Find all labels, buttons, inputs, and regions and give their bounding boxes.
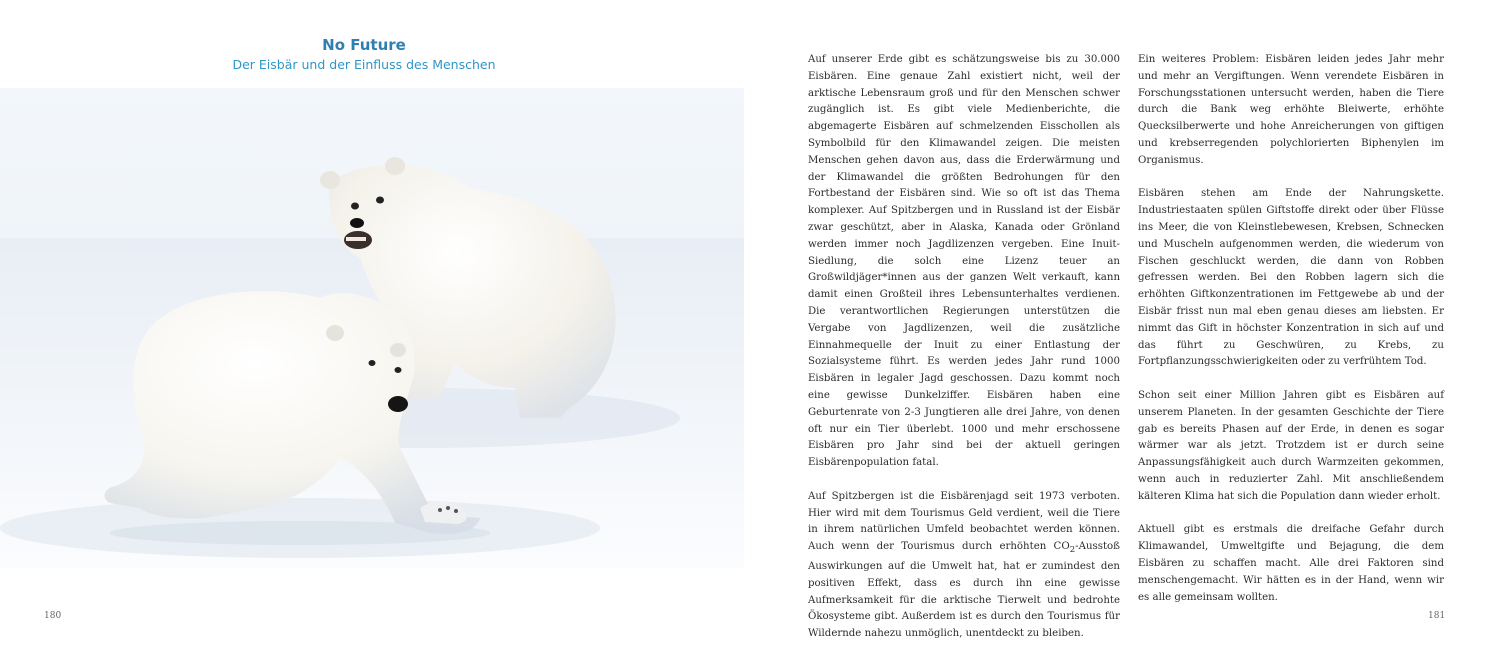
paragraph: Aktuell gibt es erstmals die dreifache Gefahr durch Klimawandel, Umweltgifte und Bejagung, die dem Eisbären zu schaffen macht. Alle drei Faktoren sind menschengemacht. Wir hätten es in der Hand, wenn wir es alle gemeinsam wollten. bbox=[1138, 524, 1444, 603]
paragraph bbox=[808, 489, 1120, 643]
chapter-subtitle: Der Eisbär und der Einfluss des Menschen bbox=[232, 57, 496, 72]
paragraph: Auf unserer Erde gibt es schätzungsweise bis zu 30.000 Eisbären. Eine genaue Zahl existiert nicht, weil der arktische Lebensraum groß und für den Menschen schwer zugänglich ist. Es gibt viele Medienberichte, die abgemagerte Eisbären auf schmelzenden Eisschollen als Symbolbild für den Klimawandel zeigen. Die meisten Menschen gehen davon aus, dass die Erderwärmung und der Klimawandel die größten Bedrohungen für den Fortbestand der Eisbären sind. Wie so oft ist das Thema komplexer. Auf Spitzbergen und in Russland ist der Eisbär zwar geschützt, aber in Alaska, Kanada oder Grönland werden immer noch Jagdlizenzen vergeben. Eine Inuit-Siedlung, die solch eine Lizenz teuer an Großwildjäger*innen aus der ganzen Welt verkauft, kann damit einen Großteil ihres Lebensunterhaltes verdienen. Die verantwortlichen Regierungen unterstützen die Vergabe von Jagdlizenzen, weil die zusätzliche Einnahmequelle der Inuit zu einer Entlastung der Sozialsysteme führt. Es werden jedes Jahr rund 1000 Eisbären in legaler Jagd geschossen. Dazu kommt noch eine gewisse Dunkelziffer. Eisbären haben eine Geburtenrate von 2-3 Jungtieren alle drei Jahre, von denen oft nur ein Tier überlebt. 1000 und mehr erschossene Eisbären pro Jahr sind bei der aktuell geringen Eisbärenpopulation fatal. bbox=[808, 54, 1120, 469]
chapter-title: No Future bbox=[322, 36, 406, 54]
page-number-left: 180 bbox=[44, 611, 62, 621]
polar-bear-photo bbox=[0, 88, 744, 568]
chapter-heading bbox=[0, 36, 728, 74]
paragraph-text: Auf Spitzbergen ist die Eisbärenjagd seit 1973 verboten. Hier wird mit dem Tourismus Geld verdient, weil die Tiere in ihrem natürlichen Umfeld beobachtet werden können. Auch wenn der Tourismus durch erhöhten CO bbox=[808, 490, 1120, 553]
page-number-right: 181 bbox=[1428, 611, 1446, 621]
text-column-left bbox=[808, 52, 1120, 660]
paragraph: Ein weiteres Problem: Eisbären leiden jedes Jahr mehr und mehr an Vergiftungen. Wenn verendete Eisbären in Forschungsstationen untersucht werden, haben die Tiere durch die Bank weg erhöhte Bleiwerte, erhöhte Quecksilberwerte und hohe Anreicherungen von giftigen und krebserregenden polychlorierten Biphenylen im Organismus. bbox=[1138, 54, 1444, 166]
text-column-right bbox=[1138, 52, 1444, 623]
paragraph-text: -Ausstoß Auswirkungen auf die Umwelt hat, hat er zumindest den positiven Effekt, dass es durch ihn eine gewisse Aufmerksamkeit für die arktische Tierwelt und bedrohte Ökosysteme gibt. Außerdem ist es durch den Tourismus für Wildernde nahezu unmöglich, unentdeckt zu bleiben. bbox=[808, 541, 1120, 640]
subscript: 2 bbox=[1069, 545, 1076, 556]
paragraph: Schon seit einer Million Jahren gibt es Eisbären auf unserem Planeten. In der gesamten Geschichte der Tiere gab es bereits Phasen auf der Erde, in denen es sogar wärmer war als jetzt. Trotzdem ist er durch seine Anpassungsfähigkeit auch durch Warmzeiten gekommen, wenn auch in reduzierter Zahl. Mit anschließendem kälteren Klima hat sich die Population dann wieder erholt. bbox=[1138, 389, 1444, 502]
polar-bear-illustration bbox=[0, 88, 744, 568]
paragraph: Eisbären stehen am Ende der Nahrungskette. Industriestaaten spülen Giftstoffe direkt oder über Flüsse ins Meer, die von Kleinstlebewesen, Krebsen, Schnecken und Muscheln aufgenommen werden, die wiederum von Fischen geschluckt werden, die dann von Robben gefressen werden. Bei den Robben lagern sich die erhöhten Giftkonzentrationen im Fettgewebe ab und der Eisbär frisst nun mal eben genau dieses am liebsten. Er nimmt das Gift in höchster Konzentration in sich auf und das führt zu Geschwüren, zu Krebs, zu Fortpflanzungsschwierigkeiten oder zu verfrühtem Tod. bbox=[1138, 188, 1444, 368]
